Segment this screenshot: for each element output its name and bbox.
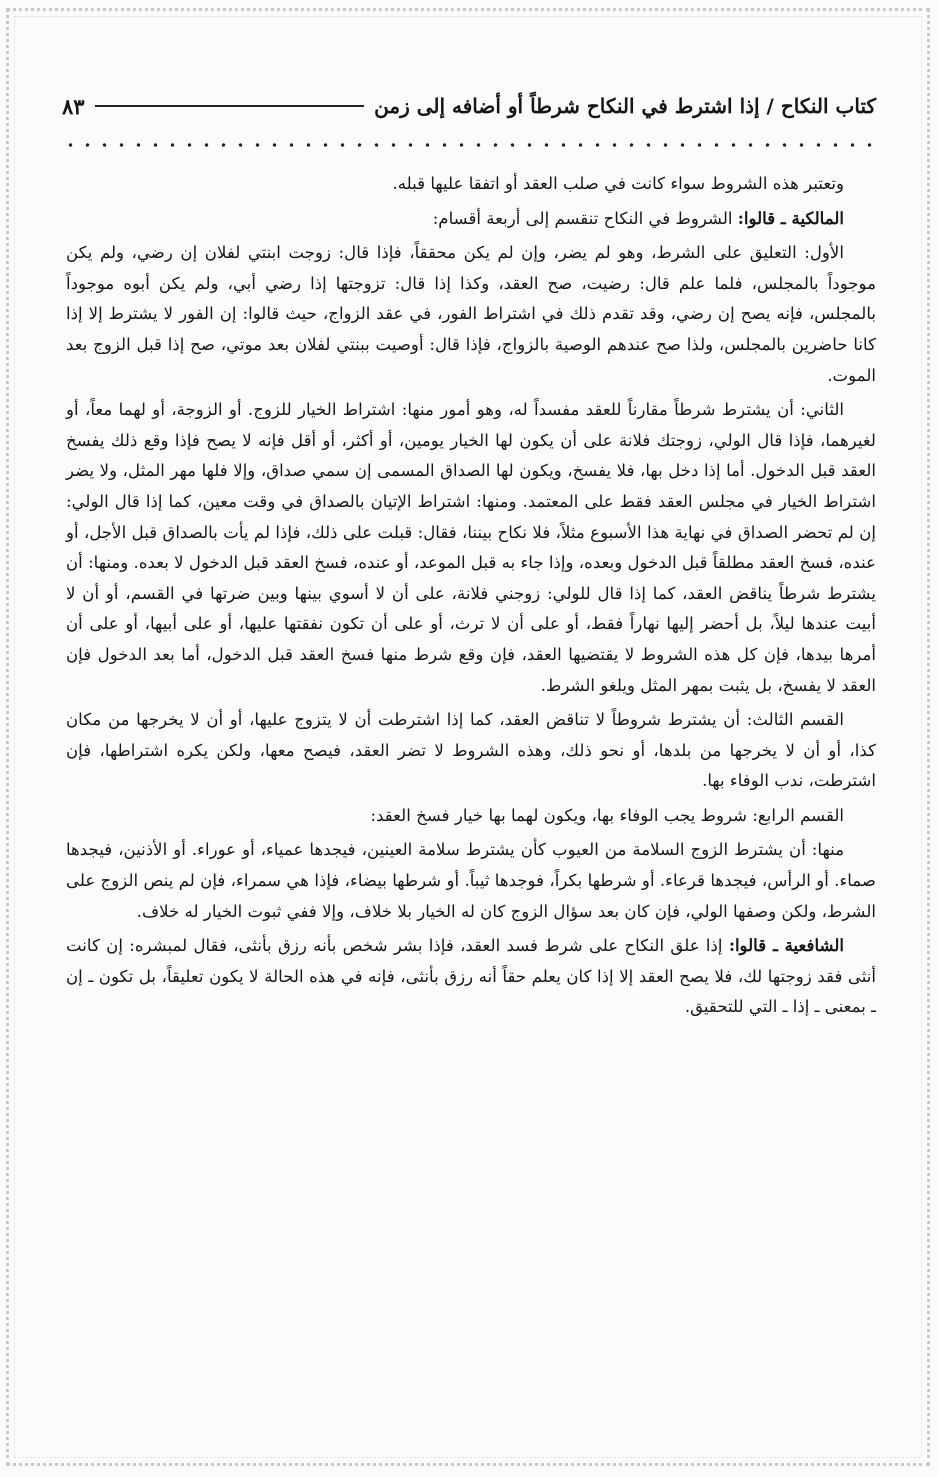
school-heading-shafiiyya: الشافعية ـ قالوا: [728,935,844,956]
header-dotted-divider [62,142,876,148]
paragraph-defects: منها: أن يشترط الزوج السلامة من العيوب كأن يشترط سلامة العينين، فيجدها عمياء، أو عوراء. أو الأذنين، فيجدها صماء. أو الرأس، فيجدها قرعاء. أو شرطها بكراً، فوجدها ثيباً. أو شرطها بيضاء، فإذا هي سمراء، فإن لم ينص الزوج على الشرط، ولكن وصفها الولي، فإن كان بعد سؤال الزوج كان له الخيار بلا خلاف، وإلا ففي ثبوت الخيار له خلاف. [66,840,876,921]
paragraph-shafiiyya: الشافعية ـ قالوا: إذا علق النكاح على شرط فسد العقد، فإذا بشر شخص بأنه رزق بأنثى، فقال لمبشره: إن كانت أنثى فقد زوجتها لك، فلا يصح العقد إلا إذا كان يعلم حقاً أنه رزق بأنثى، فإنه في هذه الحالة لا يكون تعليقاً، بل تكون ـ إن ـ بمعنى ـ إذا ـ التي للتحقيق. [66,935,876,1017]
paragraph-third-section: القسم الثالث: أن يشترط شروطاً لا تناقض العقد، كما إذا اشترطت أن لا يتزوج عليها، أو أن لا يخرجها من مكان كذا، أو أن لا يخرجها من بلدها، أو نحو ذلك، وهذه الشروط لا تضر العقد، فيصح معها، ولكن يكره اشتراطها، فإن اشترطت، ندب الوفاء بها. [66,710,876,791]
paragraph-fourth-section: القسم الرابع: شروط يجب الوفاء بها، ويكون لهما بها خيار فسخ العقد: [370,805,844,825]
school-heading-malikiyya: المالكية ـ قالوا: [737,207,844,228]
running-title: كتاب النكاح / إذا اشترط في النكاح شرطاً أو أضافه إلى زمن [374,94,876,118]
page-number: ٨٣ [62,93,85,119]
paragraph-first-section: الأول: التعليق على الشرط، وهو لم يضر، وإن لم يكن محققاً، فإذا قال: زوجت ابنتي لفلان إن رضي، ولم يكن موجوداً بالمجلس، فلما علم قال: رضيت، صح العقد، وكذا إذا قال: تزوجتها إذا رضي أبي، ولم يكن أبوه موجوداً بالمجلس، فإنه يصح إن رضي، وقد تقدم ذلك في اشتراط الفور، في عقد الزواج، حيث قالوا: إن الفور لا يشترط إلا إذا كانا حاضرين بالمجلس، ولذا صح عندهم الوصية بالزواج، فإذا قال: أوصيت ببنتي لفلان بعد موتي، صح إذا قبل الزوج بعد الموت. [66,243,876,385]
body-text [66,168,876,1026]
paragraph-intro: وتعتبر هذه الشروط سواء كانت في صلب العقد أو اتفقا عليها قبله. [392,174,844,193]
paragraph-malikiyya: المالكية ـ قالوا: الشروط في النكاح تنقسم إلى أربعة أقسام: [432,207,844,228]
paragraph-second-section: الثاني: أن يشترط شرطاً مقارناً للعقد مفسداً له، وهو أمور منها: اشتراط الخيار للزوج. أو الزوجة، أو لهما معاً، أو لغيرهما، فإذا قال الولي، زوجتك فلانة على أن يكون لها الخيار يومين، أو أكثر، أو أقل فإنه لا يصح فإذا وقع ذلك يفسخ العقد قبل الدخول. أما إذا دخل بها، فلا يفسخ، ويكون لها الصداق المسمى إن سمي صداق، وإلا فلها مهر المثل، ولا يضر اشتراط الخيار في مجلس العقد فقط على المعتمد. ومنها: اشتراط الإتيان بالصداق في وقت معين، كما إذا قال الولي: إن لم تحضر الصداق في نهاية هذا الأسبوع مثلاً، فلا نكاح بيننا، فقال: قبلت على ذلك، فإذا لم يأت بالصداق قبل الأجل، أو عنده، فسخ العقد مطلقاً قبل الدخول وبعده، وإذا جاء به قبل الموعد، أو عنده، فسخ العقد قبل الدخول لا بعده. ومنها: أن يشترط شرطاً يناقض العقد، كما إذا قال للولي: زوجني فلانة، على أن لا أسوي بينها وبين ضرتها في القسم، أو أن لا أبيت عندها ليلاً، بل أحضر إليها نهاراً فقط، أو على أن لا ترث، أو على أن تكون نفقتها عليها، أو على أبيها، أو على أن أمرها بيدها، فإن كل هذه الشروط لا يقتضيها العقد، فإن وقع شرط منها فسخ العقد قبل الدخول، أما بعد الدخول فإن العقد لا يفسخ، بل يثبت بمهر المثل ويلغو الشرط. [66,400,876,695]
header-rule [95,105,365,107]
page-header [62,86,876,126]
